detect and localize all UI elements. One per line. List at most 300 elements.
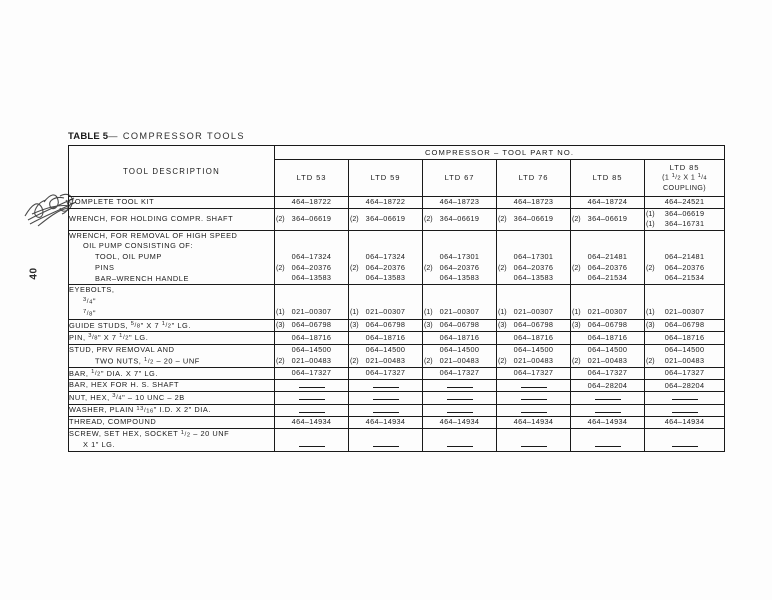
part-line [349, 405, 422, 416]
row-part-cell [275, 404, 349, 416]
row-part-cell [349, 285, 423, 320]
part-line [349, 368, 422, 379]
empty-dash [299, 408, 325, 413]
row-part-cell [275, 416, 349, 428]
row-description: COMPLETE TOOL KIT [69, 197, 275, 209]
row-description: SCREW, SET HEX, SOCKET $^1/_2 - 20$ UNF X 1" LG. [69, 428, 275, 451]
part-line [571, 381, 644, 392]
row-part-cell [571, 332, 645, 344]
part-number: 464–14934 [439, 417, 480, 427]
header-group-row [69, 146, 725, 160]
row-description: WASHER, PLAIN $^{13}/_{16}$" I.D. X 2" DIA. [69, 404, 275, 416]
row-part-cell [349, 197, 423, 209]
blank-line [349, 242, 422, 253]
part-number: 464–18723 [513, 197, 554, 207]
part-number: 364–06619 [664, 208, 705, 218]
part-line [571, 252, 644, 263]
blank-line [571, 286, 644, 297]
part-line [275, 197, 348, 208]
row-part-cell [349, 380, 423, 392]
part-line [645, 393, 724, 404]
row-part-cell [275, 367, 349, 379]
part-number: 021–00483 [291, 355, 332, 365]
part-line [349, 356, 422, 367]
part-number: 064–06798 [439, 320, 480, 330]
row-description: PIN, $^3/_8$" X 7 $^1/_2$" LG. [69, 332, 275, 344]
table-row [69, 319, 725, 331]
part-line [423, 214, 496, 225]
row-part-cell [423, 428, 497, 451]
part-line [423, 252, 496, 263]
row-part-cell [349, 332, 423, 344]
empty-dash [373, 408, 399, 413]
part-line [645, 381, 724, 392]
part-line [349, 252, 422, 263]
row-description: STUD, PRV REMOVAL AND TWO NUTS, $^1/_2 - 20$ – UNF [69, 344, 275, 367]
table-title [68, 131, 245, 142]
quantity-label: (2) [498, 356, 507, 365]
blank-line [423, 286, 496, 297]
blank-line [571, 231, 644, 242]
quantity-label: (2) [572, 356, 581, 365]
row-part-cell [423, 380, 497, 392]
quantity-label: (2) [424, 263, 433, 272]
part-line [497, 333, 570, 344]
blank-line [349, 231, 422, 242]
row-description: THREAD, COMPOUND [69, 416, 275, 428]
quantity-label: (2) [646, 263, 655, 272]
row-part-cell [275, 344, 349, 367]
part-line [497, 197, 570, 208]
row-part-cell [645, 380, 725, 392]
row-part-cell [571, 319, 645, 331]
row-part-cell [497, 344, 571, 367]
header-column-4 [497, 160, 571, 197]
blank-line [423, 231, 496, 242]
part-line [275, 307, 348, 318]
part-number: 464–14934 [513, 417, 554, 427]
part-line [275, 214, 348, 225]
row-part-cell [423, 319, 497, 331]
row-part-cell [645, 344, 725, 367]
part-line [423, 307, 496, 318]
row-part-cell [349, 416, 423, 428]
part-line [275, 320, 348, 331]
part-number: 021–00483 [664, 355, 705, 365]
part-line [497, 320, 570, 331]
empty-dash [521, 395, 547, 400]
row-part-cell [571, 367, 645, 379]
empty-dash [521, 442, 547, 447]
part-line [571, 273, 644, 284]
row-part-cell [497, 404, 571, 416]
row-part-cell [275, 230, 349, 285]
quantity-label: (3) [646, 321, 655, 330]
blank-line [275, 286, 348, 297]
row-part-cell [349, 404, 423, 416]
row-part-cell [497, 208, 571, 230]
empty-dash [521, 408, 547, 413]
blank-line [645, 231, 724, 242]
row-part-cell [275, 428, 349, 451]
row-part-cell [571, 416, 645, 428]
quantity-label: (2) [572, 263, 581, 272]
table-row [69, 367, 725, 379]
part-number: 064–17327 [587, 368, 628, 378]
quantity-label: (1) [498, 308, 507, 317]
part-number: 064–21534 [587, 273, 628, 283]
part-line [423, 320, 496, 331]
part-number: 021–00307 [587, 307, 628, 317]
table-row [69, 285, 725, 320]
row-part-cell [423, 404, 497, 416]
row-part-cell [275, 319, 349, 331]
row-description: BAR, $^1/_2$" DIA. X 7" LG. [69, 367, 275, 379]
row-part-cell [571, 344, 645, 367]
part-line [275, 381, 348, 392]
row-part-cell [423, 197, 497, 209]
quantity-label: (2) [424, 214, 433, 223]
part-line [497, 368, 570, 379]
part-line [423, 405, 496, 416]
part-number: 364–06619 [365, 213, 406, 223]
row-part-cell [645, 404, 725, 416]
part-number: 064–18716 [291, 332, 332, 342]
row-description: GUIDE STUDS, $^5/_8$" X 7 $^1/_2$" LG. [69, 319, 275, 331]
blank-line [275, 429, 348, 440]
table-title-subject: — COMPRESSOR TOOLS [108, 131, 245, 141]
part-number: 021–00483 [439, 355, 480, 365]
part-line [571, 405, 644, 416]
row-part-cell [571, 404, 645, 416]
quantity-label: (1) [646, 308, 655, 317]
empty-dash [447, 383, 473, 388]
quantity-label: (3) [498, 321, 507, 330]
blank-line [645, 429, 724, 440]
part-line [571, 417, 644, 428]
header-column-label: LTD 85 [669, 162, 700, 172]
part-number: 064–17327 [664, 368, 705, 378]
part-line [349, 381, 422, 392]
row-part-cell [423, 416, 497, 428]
part-line [423, 417, 496, 428]
row-part-cell [497, 392, 571, 404]
part-line [571, 345, 644, 356]
part-number: 021–00483 [365, 355, 406, 365]
blank-line [349, 297, 422, 308]
row-part-cell [497, 332, 571, 344]
row-part-cell [645, 230, 725, 285]
blank-line [349, 286, 422, 297]
part-number: 064–06798 [664, 320, 705, 330]
part-line [423, 273, 496, 284]
part-line [275, 252, 348, 263]
part-line [349, 320, 422, 331]
part-number: 064–13583 [439, 273, 480, 283]
table-body [69, 197, 725, 452]
table-header [69, 146, 725, 197]
row-part-cell [645, 208, 725, 230]
table-row [69, 344, 725, 367]
row-part-cell [423, 208, 497, 230]
part-number: 464–18722 [291, 197, 332, 207]
part-number: 464–14934 [587, 417, 628, 427]
row-part-cell [497, 367, 571, 379]
part-number: 064–20376 [587, 262, 628, 272]
part-number: 064–14500 [587, 345, 628, 355]
header-tool-description: TOOL DESCRIPTION [69, 146, 275, 197]
blank-line [645, 297, 724, 308]
header-column-sublabel: (1 $^1/_2$ X 1 $^1/_4$ COUPLING) [662, 173, 707, 192]
row-part-cell [497, 197, 571, 209]
part-number: 064–06798 [291, 320, 332, 330]
part-line [497, 252, 570, 263]
part-line [645, 307, 724, 318]
header-column-6 [645, 160, 725, 197]
row-part-cell [497, 428, 571, 451]
part-line [645, 263, 724, 274]
row-part-cell [275, 392, 349, 404]
row-part-cell [349, 428, 423, 451]
row-description: WRENCH, FOR HOLDING COMPR. SHAFT [69, 208, 275, 230]
part-number: 064–18716 [365, 332, 406, 342]
part-number: 064–20376 [365, 262, 406, 272]
part-number: 064–21481 [587, 252, 628, 262]
empty-dash [447, 395, 473, 400]
part-line [423, 333, 496, 344]
part-line [571, 333, 644, 344]
part-number: 064–17327 [513, 368, 554, 378]
part-line [497, 345, 570, 356]
row-part-cell [497, 319, 571, 331]
part-number: 064–17327 [439, 368, 480, 378]
part-line [645, 405, 724, 416]
part-line [497, 307, 570, 318]
part-number: 064–17327 [365, 368, 406, 378]
header-column-label: LTD 76 [518, 172, 549, 182]
part-number: 064–13583 [365, 273, 406, 283]
part-number: 064–20376 [513, 262, 554, 272]
blank-line [349, 429, 422, 440]
part-number: 064–17324 [291, 252, 332, 262]
row-part-cell [571, 392, 645, 404]
blank-line [497, 297, 570, 308]
row-part-cell [423, 367, 497, 379]
part-number: 364–16731 [664, 219, 705, 229]
part-number: 021–00307 [439, 307, 480, 317]
part-number: 064–17324 [365, 252, 406, 262]
row-part-cell [571, 208, 645, 230]
part-number: 464–24521 [664, 197, 705, 207]
row-part-cell [349, 319, 423, 331]
compressor-tools-table [68, 145, 725, 452]
row-description: WRENCH, FOR REMOVAL OF HIGH SPEED OIL PUMP CONSISTING OF: TOOL, OIL PUMP PINS BAR–WRENCH HANDLE [69, 230, 275, 285]
quantity-label: (1) [646, 220, 655, 229]
part-line [275, 417, 348, 428]
part-line [275, 356, 348, 367]
part-line [645, 209, 724, 220]
part-number: 064–14500 [365, 345, 406, 355]
blank-line [645, 286, 724, 297]
part-number: 064–17301 [439, 252, 480, 262]
empty-dash [595, 395, 621, 400]
part-line [275, 333, 348, 344]
part-line [645, 356, 724, 367]
header-column-1 [275, 160, 349, 197]
header-column-label: LTD 53 [296, 172, 327, 182]
part-line [497, 405, 570, 416]
part-line [275, 405, 348, 416]
quantity-label: (2) [424, 356, 433, 365]
part-number: 364–06619 [291, 213, 332, 223]
row-part-cell [275, 208, 349, 230]
part-number: 064–06798 [513, 320, 554, 330]
quantity-label: (1) [646, 209, 655, 218]
part-number: 021–00307 [664, 307, 705, 317]
blank-line [423, 242, 496, 253]
part-line [571, 356, 644, 367]
part-number: 021–00307 [291, 307, 332, 317]
part-line [275, 263, 348, 274]
quantity-label: (2) [498, 263, 507, 272]
part-number: 464–14934 [664, 417, 705, 427]
row-part-cell [423, 344, 497, 367]
table-row [69, 404, 725, 416]
header-column-label: LTD 67 [444, 172, 475, 182]
header-column-label: LTD 85 [592, 172, 623, 182]
row-description: EYEBOLTS, $^3/_4$" $^7/_8$" [69, 285, 275, 320]
part-line [423, 440, 496, 451]
part-line [497, 356, 570, 367]
blank-line [497, 429, 570, 440]
table-row [69, 392, 725, 404]
part-line [571, 393, 644, 404]
table-row [69, 428, 725, 451]
blank-line [497, 286, 570, 297]
part-number: 364–06619 [587, 213, 628, 223]
part-line [275, 440, 348, 451]
part-line [645, 345, 724, 356]
part-line [349, 307, 422, 318]
part-line [349, 273, 422, 284]
empty-dash [373, 395, 399, 400]
row-part-cell [645, 332, 725, 344]
part-number: 064–18716 [513, 332, 554, 342]
part-number: 064–13583 [291, 273, 332, 283]
row-part-cell [645, 428, 725, 451]
blank-line [497, 242, 570, 253]
row-part-cell [275, 197, 349, 209]
quantity-label: (2) [276, 214, 285, 223]
part-line [645, 219, 724, 230]
part-number: 064–28204 [587, 380, 628, 390]
table-row [69, 230, 725, 285]
part-number: 464–14934 [365, 417, 406, 427]
part-line [349, 440, 422, 451]
part-line [645, 252, 724, 263]
part-line [497, 273, 570, 284]
row-part-cell [571, 428, 645, 451]
quantity-label: (2) [646, 356, 655, 365]
row-part-cell [275, 380, 349, 392]
row-part-cell [275, 285, 349, 320]
empty-dash [672, 408, 698, 413]
part-line [423, 393, 496, 404]
empty-dash [672, 395, 698, 400]
table-title-label: TABLE 5 [68, 131, 109, 142]
blank-line [275, 297, 348, 308]
page-number: 40 [28, 267, 40, 280]
part-line [275, 273, 348, 284]
part-line [349, 333, 422, 344]
row-part-cell [571, 230, 645, 285]
quantity-label: (3) [350, 321, 359, 330]
part-line [645, 417, 724, 428]
blank-line [497, 231, 570, 242]
part-line [349, 263, 422, 274]
empty-dash [447, 442, 473, 447]
part-number: 464–18723 [439, 197, 480, 207]
table-row [69, 332, 725, 344]
empty-dash [521, 383, 547, 388]
row-part-cell [645, 367, 725, 379]
part-number: 064–18716 [587, 332, 628, 342]
row-description: BAR, HEX FOR H. S. SHAFT [69, 380, 275, 392]
part-number: 021–00307 [513, 307, 554, 317]
part-line [349, 197, 422, 208]
part-number: 064–18716 [439, 332, 480, 342]
part-number: 464–14934 [291, 417, 332, 427]
part-line [497, 393, 570, 404]
blank-line [571, 429, 644, 440]
part-number: 064–14500 [439, 345, 480, 355]
part-line [423, 197, 496, 208]
quantity-label: (1) [424, 308, 433, 317]
part-number: 021–00483 [513, 355, 554, 365]
row-part-cell [645, 392, 725, 404]
quantity-label: (3) [276, 321, 285, 330]
header-column-3 [423, 160, 497, 197]
part-line [497, 440, 570, 451]
blank-line [645, 242, 724, 253]
row-part-cell [497, 230, 571, 285]
table-row [69, 208, 725, 230]
blank-line [275, 242, 348, 253]
empty-dash [595, 442, 621, 447]
part-number: 064–21534 [664, 273, 705, 283]
row-part-cell [645, 319, 725, 331]
quantity-label: (2) [350, 214, 359, 223]
part-number: 064–20376 [664, 262, 705, 272]
quantity-label: (1) [276, 308, 285, 317]
quantity-label: (2) [350, 356, 359, 365]
part-number: 064–14500 [664, 345, 705, 355]
row-part-cell [497, 416, 571, 428]
table-row [69, 416, 725, 428]
empty-dash [299, 395, 325, 400]
part-line [497, 263, 570, 274]
empty-dash [299, 442, 325, 447]
header-compressor-group: COMPRESSOR – TOOL PART NO. [275, 146, 725, 160]
part-number: 364–06619 [439, 213, 480, 223]
part-number: 064–14500 [291, 345, 332, 355]
part-line [497, 417, 570, 428]
empty-dash [595, 408, 621, 413]
row-part-cell [423, 285, 497, 320]
part-number: 064–06798 [365, 320, 406, 330]
part-line [645, 440, 724, 451]
part-line [571, 307, 644, 318]
